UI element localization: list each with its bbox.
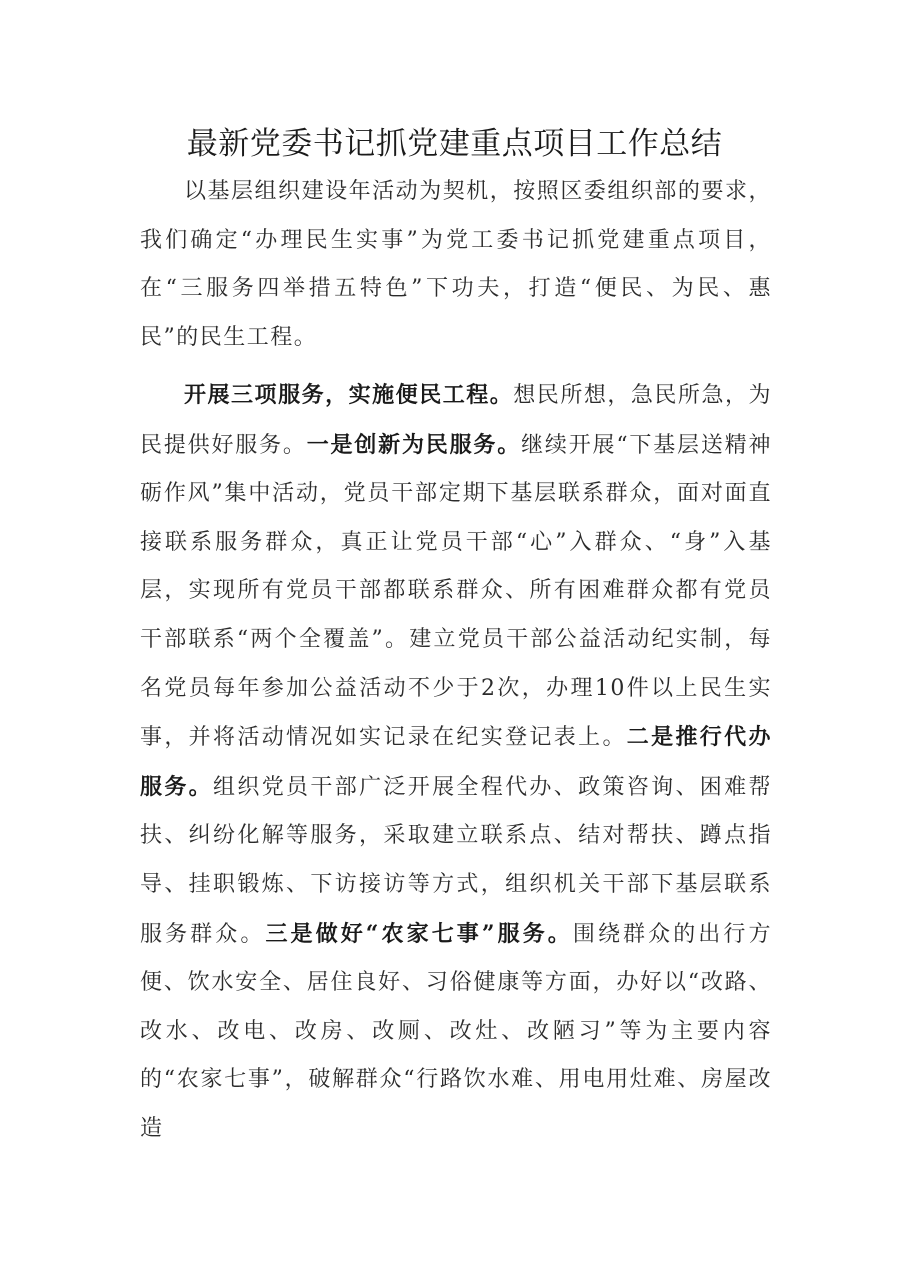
section-intro: 想民所想，急民所急，为民提供好服务。 [140,383,772,458]
point3-heading: 三是做好“农家七事”服务。 [265,920,573,947]
point1-heading: 一是创新为民服务。 [306,431,522,458]
point2-text: 组织党员干部广泛开展全程代办、政策咨询、困难帮扶、纠纷化解等服务，采取建立联系点、结对帮扶、蹲点指导、挂职锻炼、下访接访等方式，组织机关干部下基层联系服务群众。 [140,774,772,947]
paragraph-intro: 以基层组织建设年活动为契机，按照区委组织部的要求，我们确定“办理民生实事”为党工委书记抓党建重点项目，在“三服务四举措五特色”下功夫，打造“便民、为民、惠民”的民生工程。 [140,179,772,350]
paragraph-services [140,371,772,1154]
point1-text: 继续开展“下基层送精神砺作风”集中活动，党员干部定期下基层联系群众，面对面直接联系服务群众，真正让党员干部“心”入群众、“身”入基层，实现所有党员干部都联系群众、所有困难群众都有党员干部联系“两个全覆盖”。建立党员干部公益活动纪实制，每名党员每年参加公益活动不少于2次，办理10件以上民生实事，并将活动情况如实记录在纪实登记表上。 [140,432,772,751]
point3-text: 围绕群众的出行方便、饮水安全、居住良好、习俗健康等方面，办好以“改路、改水、改电、改房、改厕、改灶、改陋习”等为主要内容的“农家七事”，破解群众“行路饮水难、用电用灶难、房屋改造 [140,921,772,1141]
section-heading: 开展三项服务，实施便民工程。 [184,382,514,408]
document-title: 最新党委书记抓党建重点项目工作总结 [186,126,723,162]
point2-heading: 二是推行代办服务。 [140,724,772,800]
